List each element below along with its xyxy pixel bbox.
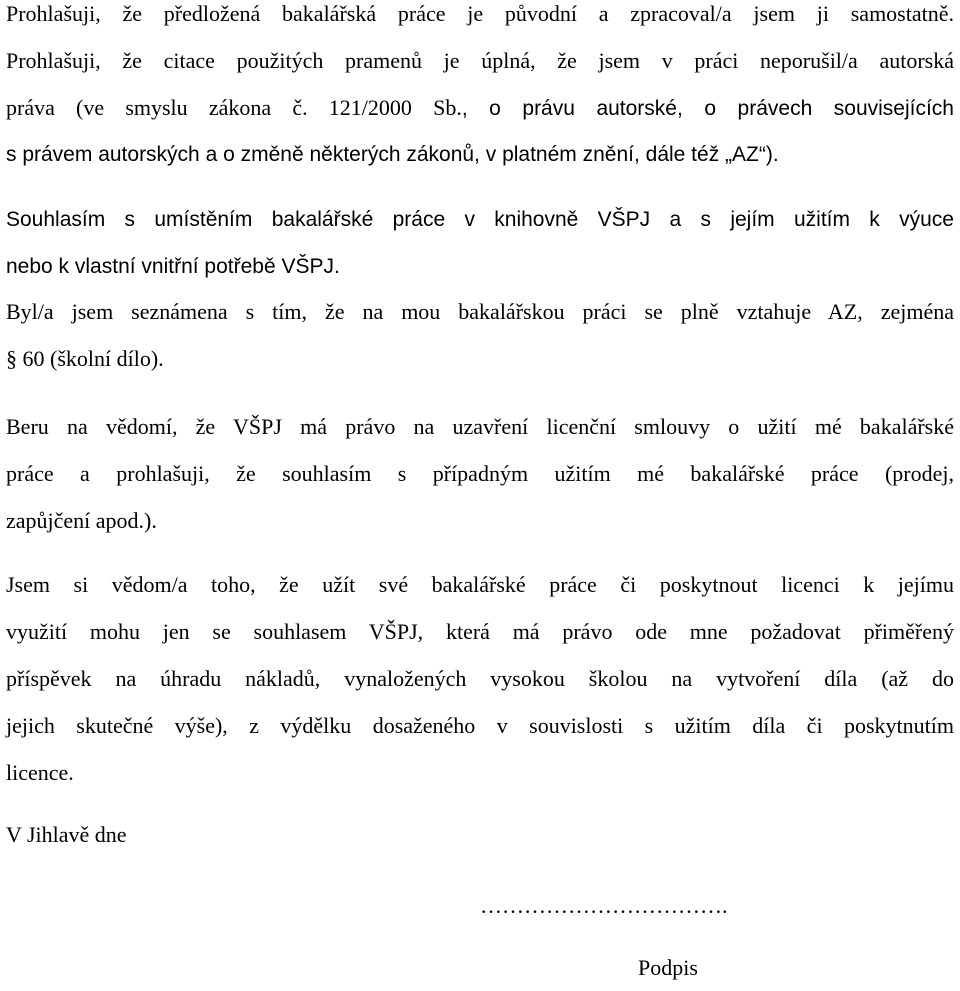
text-line: § 60 (školní dílo). [6, 346, 164, 371]
library-consent-paragraph [6, 196, 954, 290]
license-agreement-paragraph [6, 403, 954, 544]
text-line: Prohlašuji, že citace použitých pramenů je úplná, že jsem v práci neporušil/a autorská [6, 48, 954, 73]
text-line: jejich skutečné výše), z výdělku dosaženého v souvislosti s užitím díla či poskytnutím [6, 713, 954, 738]
text-line: licence. [6, 760, 74, 785]
place-date [6, 811, 954, 858]
originality-declaration-paragraph [6, 0, 954, 178]
text-line: Prohlašuji, že předložená bakalářská práce je původní a zpracoval/a jsem ji samostatně. [6, 1, 954, 26]
signature-line: ……………………………. [480, 893, 728, 918]
text-run: , o právu autorské, o právech souvisejících [461, 97, 954, 120]
text-line: s právem autorských a o změně některých zákonů, v platném znění, dále též „AZ“). [6, 143, 779, 166]
text-line: zapůjčení apod.). [6, 508, 157, 533]
text-run: práva (ve smyslu zákona č. 121/2000 Sb. [6, 95, 462, 120]
text-line: Beru na vědomí, že VŠPJ má právo na uzavření licenční smlouvy o užití mé bakalářské [6, 414, 954, 439]
text-line [6, 84, 954, 131]
copyright-notice-paragraph [6, 288, 954, 382]
text-line: Byl/a jsem seznámena s tím, že na mou bakalářskou práci se plně vztahuje AZ, zejména [6, 299, 954, 324]
text-line: Souhlasím s umístěním bakalářské práce v knihovně VŠPJ a s jejím užitím k výuce [6, 208, 954, 231]
text-line: využití mohu jen se souhlasem VŠPJ, která má právo ode mne požadovat přiměřený [6, 619, 954, 644]
text-line: práce a prohlašuji, že souhlasím s případným užitím mé bakalářské práce (prodej, [6, 461, 954, 486]
usage-conditions-paragraph [6, 561, 954, 796]
signature-label: Podpis [638, 955, 698, 980]
text-line: Jsem si vědom/a toho, že užít své bakalářské práce či poskytnout licenci k jejímu [6, 572, 954, 597]
text-line: nebo k vlastní vnitřní potřebě VŠPJ. [6, 255, 340, 278]
text-line: příspěvek na úhradu nákladů, vynaložených vysokou školou na vytvoření díla (až do [6, 666, 954, 691]
place-date-text: V Jihlavě dne [6, 822, 127, 847]
